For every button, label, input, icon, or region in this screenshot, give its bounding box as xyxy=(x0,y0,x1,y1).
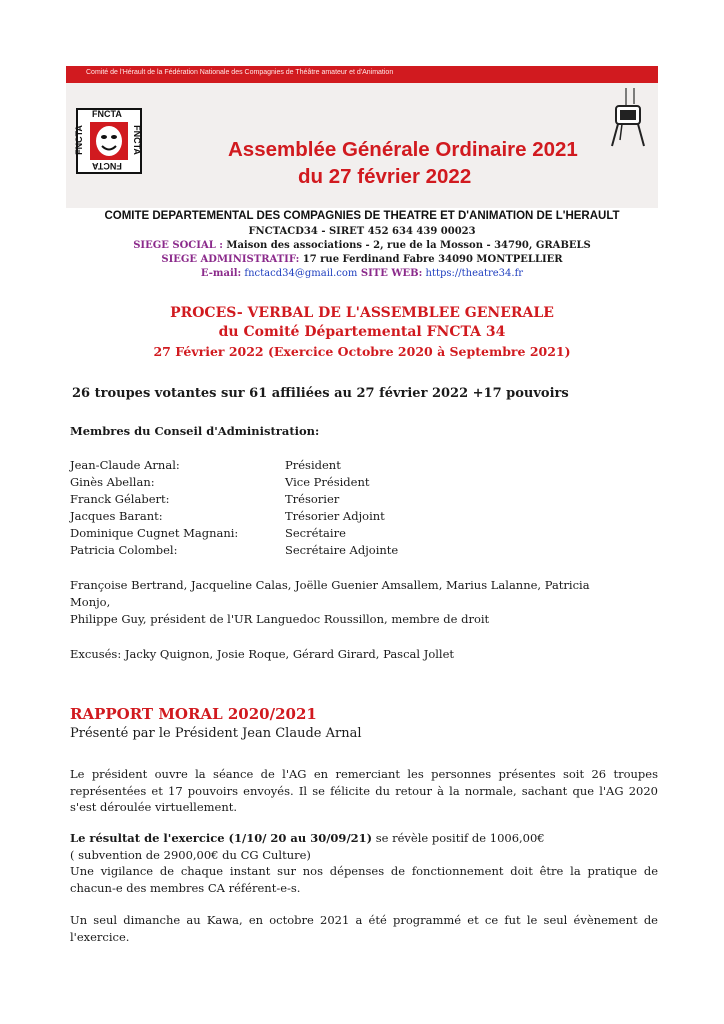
fncta-logo xyxy=(73,108,142,174)
email-label: E-mail: xyxy=(200,268,242,279)
siege-label: SIEGE SOCIAL : xyxy=(133,240,223,251)
member-name: Patricia Colombel: xyxy=(70,543,178,557)
rapport-paragraph-1: Le président ouvre la séance de l'AG en remerciant les personnes présentes soit 26 troupes représentées et 17 pouvoirs envoyés. Il se félicite du retour à la normale, sachant que l'AG 2020 s'est déroulée virtuellement. xyxy=(70,767,658,814)
member-role: Trésorier Adjoint xyxy=(285,509,385,523)
other-members-line3: Philippe Guy, président de l'UR Languedoc Roussillon, membre de droit xyxy=(70,612,490,626)
member-name: Dominique Cugnet Magnani: xyxy=(70,526,239,540)
member-name: Franck Gélabert: xyxy=(70,492,170,506)
siege-value: Maison des associations - 2, rue de la Mosson - 34790, GRABELS xyxy=(222,240,591,251)
admin-label: SIEGE ADMINISTRATIF: xyxy=(161,254,300,265)
email-link[interactable]: fnctacd34@gmail.com xyxy=(241,268,358,279)
siege-social-line xyxy=(0,240,724,251)
siret-line: FNCTACD34 - SIRET 452 634 439 00023 xyxy=(248,226,476,237)
banner-title-line2: du 27 février 2022 xyxy=(298,165,472,188)
rapport-paragraph-3: Un seul dimanche au Kawa, en octobre 2021 a été programmé et ce fut le seul évènement de l'exercice. xyxy=(70,913,658,944)
pv-date: 27 Février 2022 (Exercice Octobre 2020 à Septembre 2021) xyxy=(153,344,571,359)
excused-members: Excusés: Jacky Quignon, Josie Roque, Gérard Girard, Pascal Jollet xyxy=(70,647,455,661)
member-role: Secrétaire Adjointe xyxy=(285,543,399,557)
logo-text-left: FNCTA xyxy=(73,125,84,155)
other-members-line2: Monjo, xyxy=(70,595,111,609)
other-members-line1: Françoise Bertrand, Jacqueline Calas, Joëlle Guenier Amsallem, Marius Lalanne, Patricia xyxy=(70,578,590,592)
admin-value: 17 rue Ferdinand Fabre 34090 MONTPELLIER xyxy=(299,254,563,265)
theatre-mask-icon xyxy=(90,122,128,160)
subvention-line: ( subvention de 2900,00€ du CG Culture) xyxy=(70,848,311,862)
website-link[interactable]: https://theatre34.fr xyxy=(422,268,524,279)
logo-text-bottom: FNCTA xyxy=(92,161,122,171)
member-role: Président xyxy=(285,458,341,472)
member-role: Secrétaire xyxy=(285,526,346,540)
logo-text-top: FNCTA xyxy=(92,109,122,119)
logo-text-right: FNCTA xyxy=(131,125,142,155)
votes-summary: 26 troupes votantes sur 61 affiliées au 27 février 2022 +17 pouvoirs xyxy=(72,386,569,401)
rapport-moral-title: RAPPORT MORAL 2020/2021 xyxy=(70,705,317,723)
member-role: Trésorier xyxy=(285,492,340,506)
member-name: Jacques Barant: xyxy=(70,509,163,523)
ca-section-title: Membres du Conseil d'Administration: xyxy=(70,424,320,438)
stage-chair-icon xyxy=(596,88,656,158)
pv-title: PROCES- VERBAL DE L'ASSEMBLEE GENERALE xyxy=(170,305,554,321)
contact-line xyxy=(0,268,724,279)
siege-admin-line xyxy=(0,254,724,265)
rapport-moral-subtitle: Présenté par le Président Jean Claude Arnal xyxy=(70,726,362,741)
member-role: Vice Président xyxy=(285,475,370,489)
pv-subtitle: du Comité Départemental FNCTA 34 xyxy=(218,324,506,340)
header-banner xyxy=(66,66,658,208)
result-value: se révèle positif de 1006,00€ xyxy=(372,831,545,845)
web-label: SITE WEB: xyxy=(357,268,423,279)
organization-name: COMITE DEPARTEMENTAL DES COMPAGNIES DE THEATRE ET D'ANIMATION DE L'HERAULT xyxy=(104,210,620,222)
banner-strip-text: Comité de l'Hérault de la Fédération Nationale des Compagnies de Théâtre amateur et d'Animation xyxy=(86,69,394,76)
banner-strip xyxy=(66,66,658,83)
member-name: Jean-Claude Arnal: xyxy=(70,458,180,472)
result-label: Le résultat de l'exercice (1/10/ 20 au 30/09/21) xyxy=(70,831,373,845)
member-name: Ginès Abellan: xyxy=(70,475,155,489)
vigilance-paragraph: Une vigilance de chaque instant sur nos dépenses de fonctionnement doit être la pratique de chacun-e des membres CA référent-e-s. xyxy=(70,864,658,895)
rapport-paragraph-2 xyxy=(70,830,658,847)
banner-title-line1: Assemblée Générale Ordinaire 2021 xyxy=(228,138,578,161)
